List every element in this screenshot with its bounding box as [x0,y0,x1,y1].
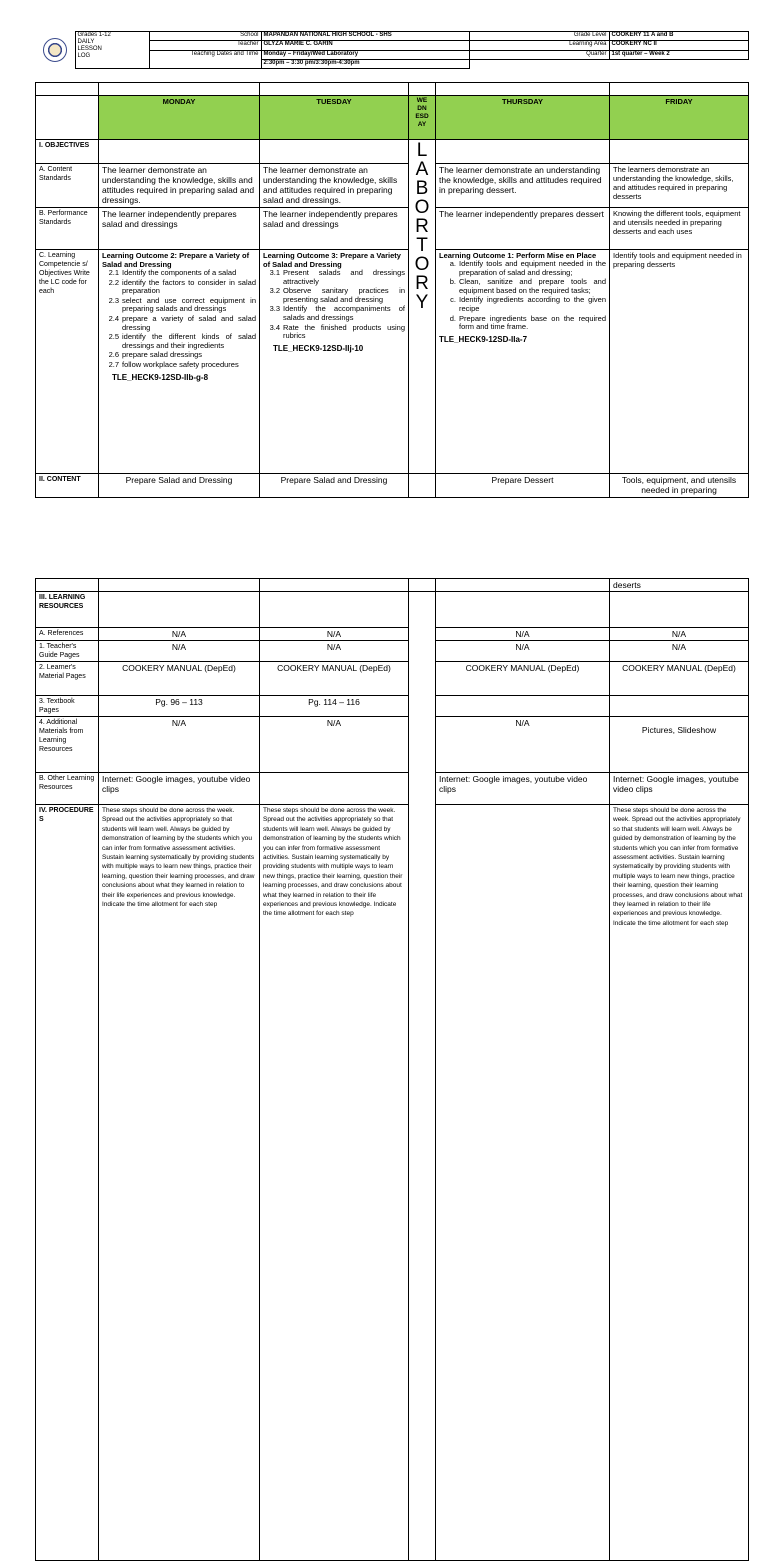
blank-cell [260,140,409,164]
friday-header: FRIDAY [610,96,749,140]
learners-material-tuesday: COOKERY MANUAL (DepEd) [260,662,409,696]
additional-materials-friday: Pictures, Slideshow [610,717,749,773]
lo3-title: Learning Outcome 3: Prepare a Variety of Salad and Dressing [263,251,401,269]
list-item: a. Identify tools and equipment needed in the preparation of salad and dressing; [449,259,606,277]
textbook-thursday [436,696,610,717]
list-item: 2.3 select and use correct equipment in preparing salads and dressings [108,295,256,314]
textbook-label: 3. Textbook Pages [36,696,99,717]
procedures-monday: These steps should be done across the week. Spread out the activities appropriately so that students will learn well. Always be guided by demonstration of learning by the students which you can infer from formative assessment activities. Sustain learning systematically by providing students with multiple ways to learn new things, practice their learning, question their learning processes, and draw conclusions about what they learned in relation to their life experiences and previous knowledge. Indicate the time allotment for each step [99,805,260,1561]
blank-cell [436,579,610,592]
learners-material-thursday: COOKERY MANUAL (DepEd) [436,662,610,696]
competencies-thursday [436,250,610,474]
deped-seal-icon [43,38,67,62]
references-label: A. References [36,628,99,641]
lab-letter: O [414,197,430,218]
thursday-header: THURSDAY [436,96,610,140]
area-label: Learning Area [469,41,609,50]
wednesday-header: WE DN ESD AY [409,96,436,140]
blank-cell [409,83,436,96]
other-resources-thursday: Internet: Google images, youtube video clips [436,773,610,805]
content-label: II. CONTENT [36,474,99,498]
content-standards-friday: The learners demonstrate an understanding the knowledge, skills, and attitudes required in preparing desserts [610,164,749,208]
learning-resources-label: III. LEARNING RESOURCES [36,592,99,628]
teacher-value: GLYZA MARIE C. GARIN [261,41,469,50]
blank-cell [99,83,260,96]
other-resources-tuesday [260,773,409,805]
lo1-list [439,260,606,332]
blank-cell [36,83,99,96]
performance-standards-monday: The learner independently prepares salad and dressings [99,208,260,250]
content-friday: Tools, equipment, and utensils needed in preparing [610,474,749,498]
log-text: LOG [77,53,91,59]
lo3-list [263,269,405,341]
additional-materials-label: 4. Additional Materials from Learning Resources [36,717,99,773]
lab-letter: Y [415,292,429,313]
quarter-label: Quarter [469,50,609,59]
blank-cell [260,592,409,628]
list-item: c. Identify ingredients according to the given recipe [450,295,606,313]
list-item: 2.5 identify the different kinds of salad dressings and their ingredients [108,332,256,350]
dll-title [75,32,149,69]
lo1-title: Learning Outcome 1: Perform Mise en Place [439,251,597,260]
blank-cell [409,579,436,592]
lab-letter: R [415,273,429,294]
learners-material-monday: COOKERY MANUAL (DepEd) [99,662,260,696]
blank-cell [610,592,749,628]
area-value: COOKERY NC II [609,41,748,50]
content-thursday: Prepare Dessert [436,474,610,498]
list-item: 2.2 identify the factors to consider in salad preparation [108,277,256,296]
blank-cell [260,83,409,96]
additional-materials-thursday: N/A [436,717,610,773]
dates-label: Teaching Dates and Time [149,50,261,69]
performance-standards-thursday: The learner independently prepares dessert [436,208,610,250]
daily-text: DAILY [77,39,95,45]
lo2-list [102,269,256,370]
lo3-code: TLE_HECK9-12SD-IIj-10 [273,343,364,353]
list-item: 3.1 Present salads and dressings attractively [269,268,405,286]
dll-table-page-1 [35,82,749,498]
list-item: 3.2 Observe sanitary practices in presenting salad and dressing [269,286,405,304]
blank-cell [36,579,99,592]
list-item: 2.7 follow workplace safety procedures [108,359,239,369]
lesson-text: LESSON [77,46,102,52]
objectives-label: I. OBJECTIVES [36,140,99,164]
textbook-tuesday: Pg. 114 – 116 [260,696,409,717]
lab-letter: O [414,254,430,275]
teachers-guide-tuesday: N/A [260,641,409,662]
teacher-label: Teacher [149,41,261,50]
teachers-guide-monday: N/A [99,641,260,662]
lab-letter: R [415,216,429,237]
blank-cell [436,140,610,164]
procedures-thursday: These steps should be done across the week. Spread out the activities appropriately so that students will learn well. Always be guided by demonstration of learning by the students which you can infer from formative assessment activities. Sustain learning systematically by providing students with multiple ways to learn new things, practice their learning, question their learning processes, and draw conclusions about what they learned in relation to their life experiences and previous knowledge. Indicate the time allotment for each step [610,805,749,1561]
other-resources-label: B. Other Learning Resources [36,773,99,805]
grade-value: COOKERY 11 A and B [609,32,748,41]
grades-text: Grades 1-12 [77,32,111,38]
other-resources-monday: Internet: Google images, youtube video clips [99,773,260,805]
list-item: b. Clean, sanitize and prepare tools and equipment based on the required tasks; [449,277,606,295]
procedures-tuesday: These steps should be done across the week. Spread out the activities appropriately so that students will learn well. Always be guided by demonstration of learning by the students which you can infer from formative assessment activities. Sustain learning systematically by providing students with multiple ways to learn new things, practice their learning, question their learning processes, and draw conclusions about what they learned in relation to their life experiences and previous knowledge. Indicate the time allotment for each step [260,805,409,1561]
list-item: 3.3 Identify the accompaniments of salads and dressings [269,304,405,322]
blank-cell [99,579,260,592]
school-seal [35,32,75,69]
lab-letter: L [416,140,428,161]
wednesday-resources-blank [409,592,436,1561]
list-item: 2.1 Identify the components of a salad [108,268,237,277]
monday-header: MONDAY [99,96,260,140]
content-standards-label: A. Content Standards [36,164,99,208]
lab-letter: B [415,178,429,199]
list-item: 2.6 prepare salad dressings [108,350,203,360]
blank-cell [436,805,610,1561]
list-item: 2.4 prepare a variety of salad and salad dressing [108,313,256,332]
blank-cell [36,96,99,140]
lab-letter: T [416,235,428,256]
laboratory-text [409,140,436,474]
teachers-guide-friday: N/A [610,641,749,662]
performance-standards-tuesday: The learner independently prepares salad and dressings [260,208,409,250]
additional-materials-monday: N/A [99,717,260,773]
content-friday-continued: deserts [610,579,749,592]
blank-cell [610,83,749,96]
textbook-monday: Pg. 96 – 113 [99,696,260,717]
performance-standards-label: B. Performance Standards [36,208,99,250]
dates-value-1: Monday – Friday/Wed Laboratory [261,50,469,59]
content-standards-thursday: The learner demonstrate an understanding the knowledge, skills and attitudes required in preparing dessert. [436,164,610,208]
list-item: d. Prepare ingredients base on the required form and time frame. [449,313,606,332]
blank-cell [436,592,610,628]
grade-label: Grade Level [469,32,609,41]
content-tuesday: Prepare Salad and Dressing [260,474,409,498]
learners-material-friday: COOKERY MANUAL (DepEd) [610,662,749,696]
lo1-code: TLE_HECK9-12SD-IIa-7 [439,334,528,344]
blank-cell [260,579,409,592]
school-label: School [149,32,261,41]
content-monday: Prepare Salad and Dressing [99,474,260,498]
learners-material-label: 2. Learner's Material Pages [36,662,99,696]
additional-materials-tuesday: N/A [260,717,409,773]
blank-cell [99,592,260,628]
teachers-guide-thursday: N/A [436,641,610,662]
quarter-value: 1st quarter – Week 2 [609,50,748,59]
blank-cell [610,140,749,164]
competencies-friday: Identify tools and equipment needed in preparing desserts [610,250,749,474]
school-value: MAPANDAN NATIONAL HIGH SCHOOL - SHS [261,32,469,41]
teachers-guide-label: 1. Teacher's Guide Pages [36,641,99,662]
content-standards-monday: The learner demonstrate an understanding the knowledge, skills and attitudes required in preparing salad and dressings. [99,164,260,208]
header-spacer [469,59,748,68]
tuesday-header: TUESDAY [260,96,409,140]
header-table [35,31,749,69]
dates-value-2: 2:30pm – 3:30 pm/3:30pm-4:30pm [261,59,469,68]
lo2-code: TLE_HECK9-12SD-IIb-g-8 [112,372,209,382]
textbook-friday [610,696,749,717]
performance-standards-friday: Knowing the different tools, equipment and utensils needed in preparing desserts and each uses [610,208,749,250]
references-thursday: N/A [436,628,610,641]
lo2-title: Learning Outcome 2: Prepare a Variety of Salad and Dressing [102,251,250,269]
competencies-tuesday [260,250,409,474]
list-item: 3.4 Rate the finished products using rubrics [269,322,405,341]
procedures-label: IV. PROCEDURE S [36,805,99,1561]
competencies-label: C. Learning Competencie s/ Objectives Write the LC code for each [36,250,99,474]
blank-cell [99,140,260,164]
blank-cell [436,83,610,96]
references-tuesday: N/A [260,628,409,641]
references-friday: N/A [610,628,749,641]
blank-cell [409,474,436,498]
content-standards-tuesday: The learner demonstrate an understanding the knowledge, skills and attitudes required in preparing salad and dressings. [260,164,409,208]
lab-letter: A [415,159,429,180]
dll-table-page-2 [35,578,749,1561]
competencies-monday [99,250,260,474]
other-resources-friday: Internet: Google images, youtube video clips [610,773,749,805]
references-monday: N/A [99,628,260,641]
